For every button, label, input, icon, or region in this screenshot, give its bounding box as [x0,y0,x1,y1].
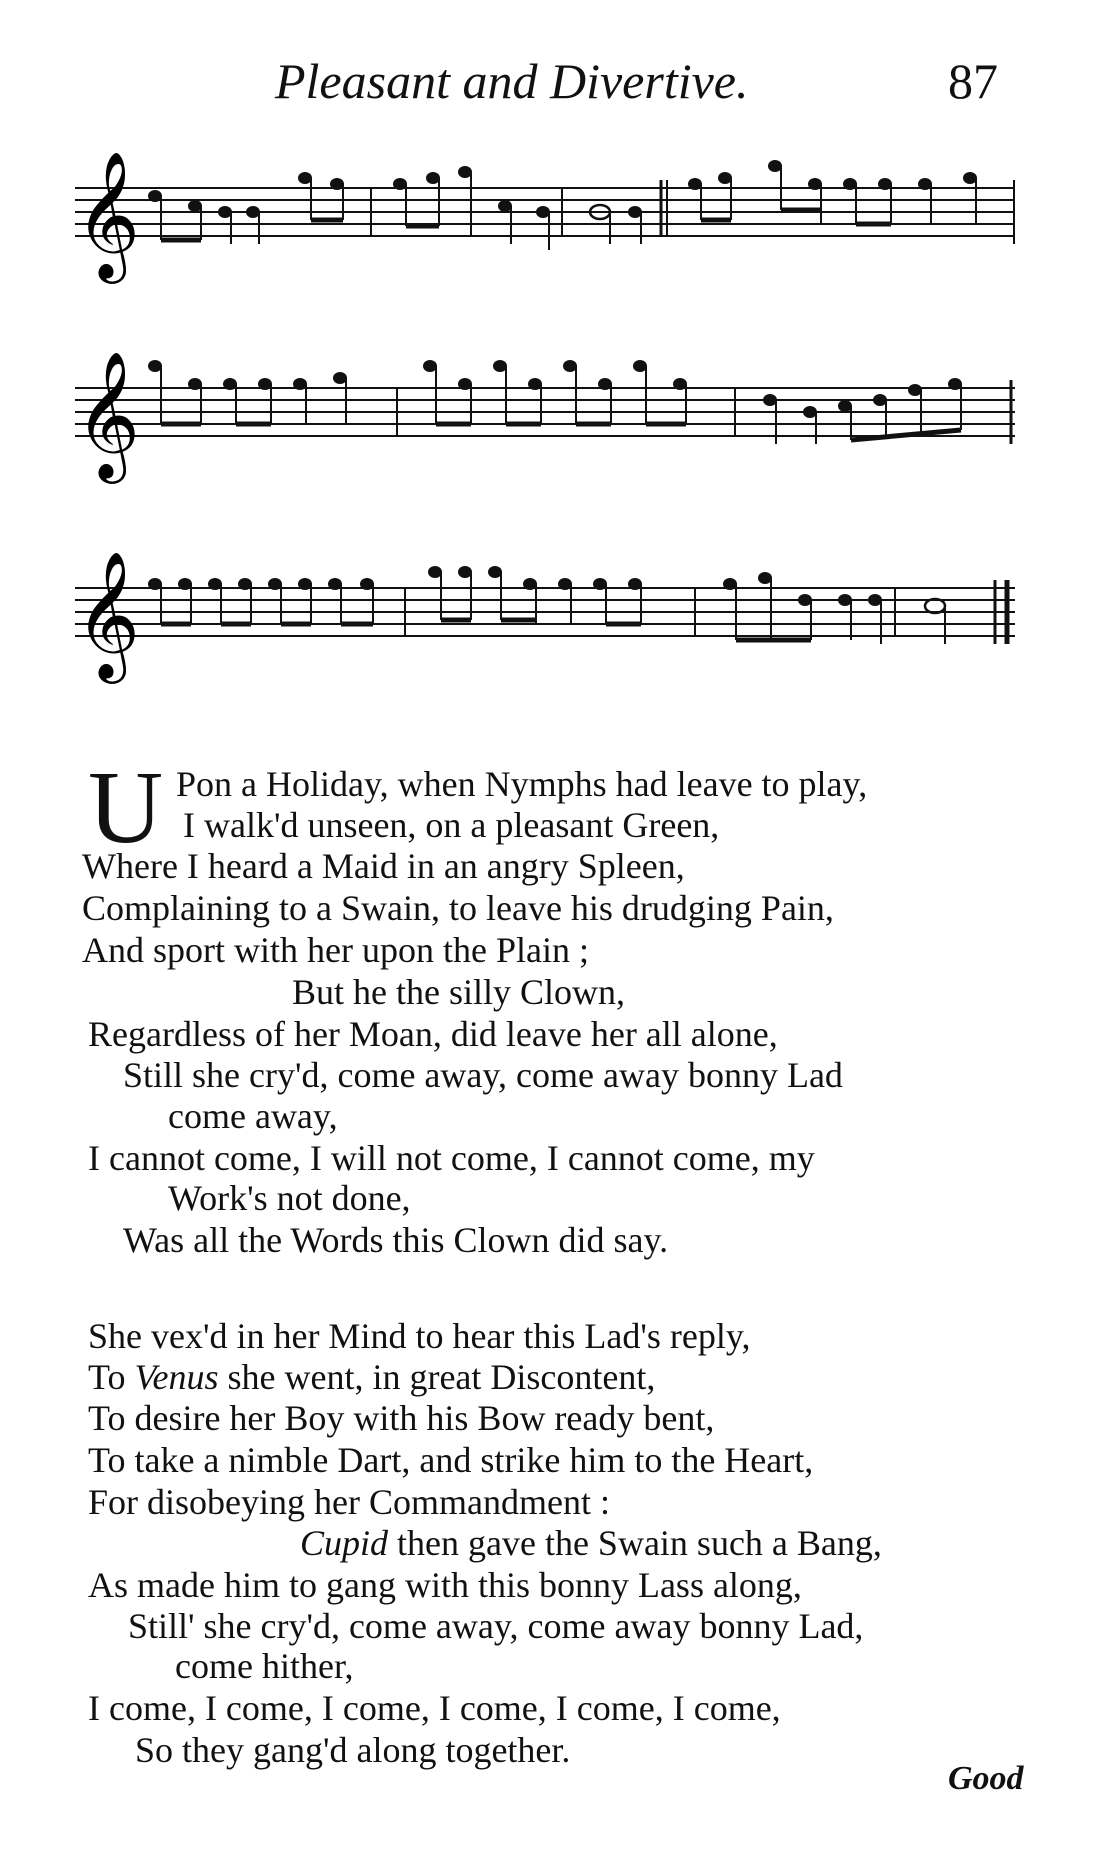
lyric-line: Regardless of her Moan, did leave her all alone, [88,1014,778,1054]
lyric-line: Work's not done, [168,1178,411,1218]
staff-2-graphic [75,340,1015,490]
drop-cap: U [88,750,164,865]
lyric-line: come away, [168,1096,338,1136]
lyric-line: Was all the Words this Clown did say. [123,1220,669,1260]
running-title: Pleasant and Divertive. [275,53,749,109]
staff-3-graphic [75,540,1015,690]
lyric-line: Complaining to a Swain, to leave his drudging Pain, [82,888,834,928]
lyric-line: So they gang'd along together. [135,1730,571,1770]
lyric-line: As made him to gang with this bonny Lass along, [88,1565,802,1605]
music-staff-1 [75,140,1015,290]
lyric-line: I walk'd unseen, on a pleasant Green, [183,805,720,845]
lyric-line: I cannot come, I will not come, I cannot come, my [88,1138,815,1178]
page-number: 87 [948,53,998,109]
lyric-line: Still' she cry'd, come away, come away bonny Lad, [128,1606,864,1646]
lyric-text: she went, in great Discontent, [218,1357,656,1397]
lyric-text: then gave the Swain such a Bang, [388,1523,882,1563]
lyric-text: To [88,1357,135,1397]
lyric-line: I come, I come, I come, I come, I come, I come, [88,1688,781,1728]
catchword: Good [948,1760,1024,1797]
lyric-line: Pon a Holiday, when Nymphs had leave to play, [176,764,868,804]
running-header [0,52,1095,122]
svg-text:𝄞: 𝄞 [75,150,141,278]
svg-text:𝄞: 𝄞 [75,550,141,678]
italic-name: Venus [134,1357,219,1397]
lyric-line: To desire her Boy with his Bow ready bent, [88,1398,715,1438]
svg-text:𝄞: 𝄞 [75,350,141,478]
staff-1-graphic [75,140,1015,290]
lyric-line: But he the silly Clown, [292,972,625,1012]
lyric-line [88,1357,655,1397]
italic-name: Cupid [300,1523,389,1563]
lyric-line: For disobeying her Commandment : [88,1482,610,1522]
lyric-line: She vex'd in her Mind to hear this Lad's reply, [88,1316,751,1356]
lyric-line: To take a nimble Dart, and strike him to the Heart, [88,1440,814,1480]
music-staff-3 [75,540,1015,690]
lyric-line: Still she cry'd, come away, come away bonny Lad [123,1055,843,1095]
music-staff-2 [75,340,1015,490]
lyric-line [300,1523,882,1563]
lyric-line: come hither, [175,1646,354,1686]
lyric-line: And sport with her upon the Plain ; [82,930,589,970]
lyric-line: Where I heard a Maid in an angry Spleen, [82,846,685,886]
